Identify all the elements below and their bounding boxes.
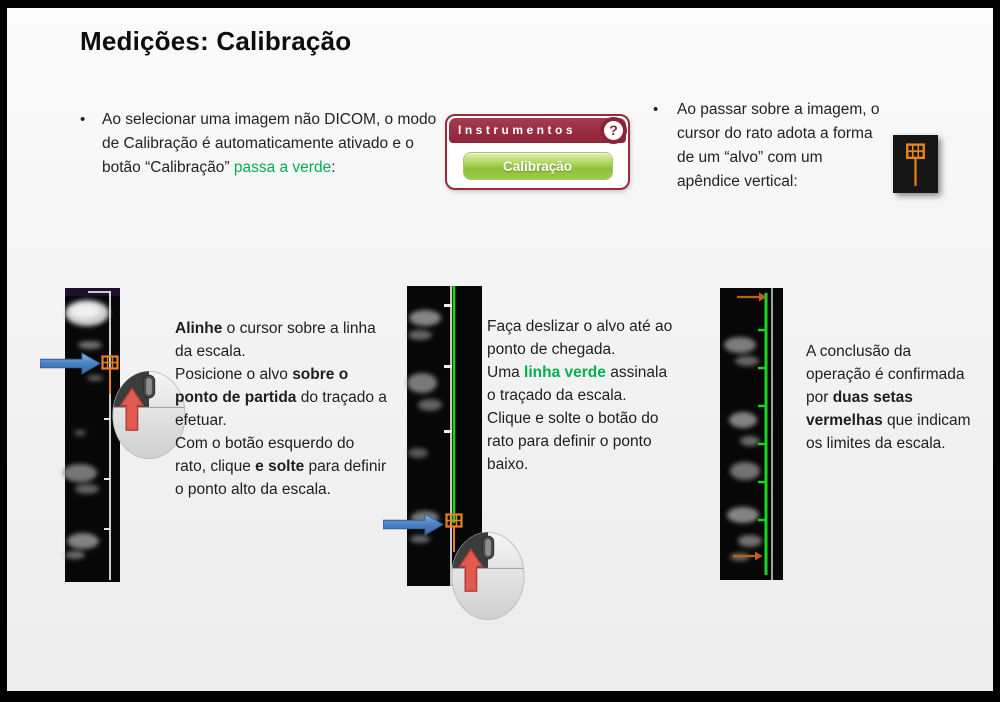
- step-3-text: A conclusão da operação é confirmada por duas setas vermelhas que indicam os limites da escala.: [806, 343, 971, 452]
- scale-tick: [104, 418, 110, 420]
- instrumentos-title: Instrumentos: [458, 123, 577, 137]
- instrumentos-body: [449, 143, 626, 187]
- help-icon[interactable]: ?: [604, 121, 623, 140]
- scale-tick: [444, 430, 452, 433]
- scale-tick: [444, 365, 452, 368]
- bullet-icon: •: [80, 111, 86, 128]
- instrumentos-header: [449, 118, 626, 143]
- cursor-preview-box: [893, 135, 938, 193]
- step-2-text: Faça deslizar o alvo até ao ponto de chegada. Uma linha verde assinala o traçado da escala. Clique e solte o botão do rato para definir o ponto baixo.: [487, 318, 673, 473]
- page-title: Medições: Calibração: [80, 26, 352, 56]
- scale-tick: [104, 478, 110, 480]
- demo-3-figure: [715, 285, 805, 585]
- step-1-text: Alinhe o cursor sobre a linha da escala. Posicione o alvo sobre o ponto de partida do traçado a efetuar. Com o botão esquerdo do rato, clique e solte para definir o ponto alto da escala.: [175, 320, 387, 498]
- bullet-right-text: Ao passar sobre a imagem, o cursor do rato adota a forma de um “alvo” com um apêndice vertical:: [677, 101, 880, 190]
- calibracao-button[interactable]: Calibração: [463, 152, 613, 180]
- mouse-click-icon: [452, 532, 524, 619]
- ultrasound-strip-3: [720, 288, 783, 580]
- bullet-left-text: Ao selecionar uma imagem não DICOM, o modo de Calibração é automaticamente ativado e o botão “Calibração” passa a verde:: [102, 111, 437, 176]
- instrumentos-panel: [445, 114, 630, 190]
- target-cursor-icon: [907, 145, 924, 186]
- scale-tick: [444, 304, 452, 307]
- bullet-icon: •: [653, 101, 659, 118]
- scale-tick: [104, 528, 110, 530]
- ultrasound-strip-1: [63, 288, 120, 582]
